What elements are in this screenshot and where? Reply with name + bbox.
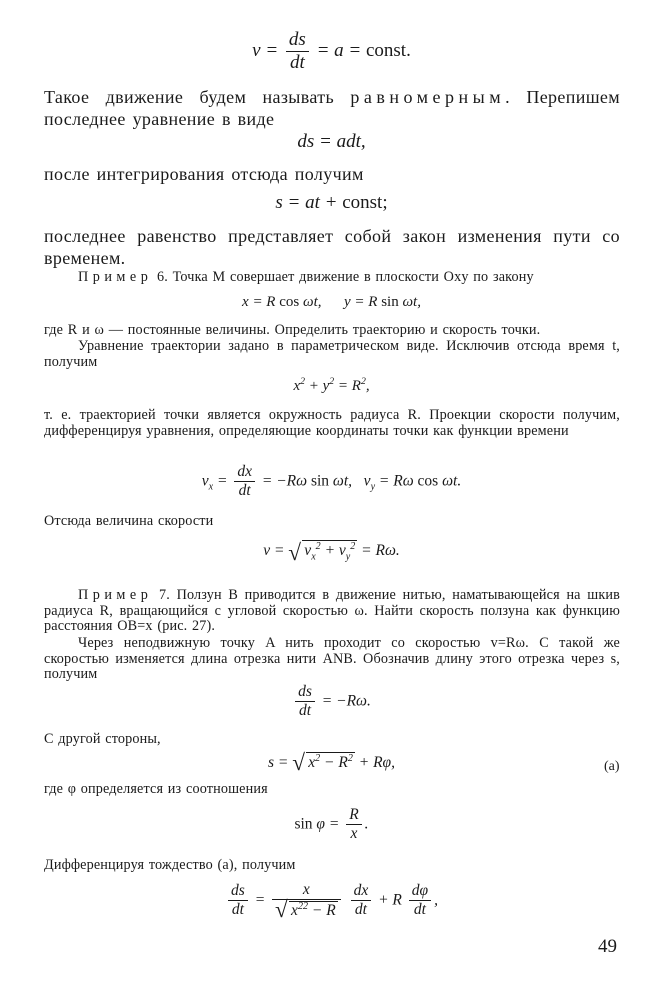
example-6-statement: Пример 6. Точка M совершает движение в плоскости Oxy по закону <box>78 269 534 285</box>
equation-final: $\frac{ds}{dt}$ = x √ $x^{22} - R$ $\frac{dx}{dt}$ + R $\frac{d\varphi}{dt}$ , <box>0 882 663 920</box>
paragraph-constants: где R и ω — постоянные величины. Определить траекторию и скорость точки. <box>44 322 541 338</box>
paragraph-after-integration: после интегрирования отсюда получим <box>44 164 364 184</box>
paragraph-law-of-motion: последнее равенство представляет собой закон изменения пути со временем. <box>44 226 620 268</box>
equation-ds: ds = adt, <box>297 131 366 152</box>
equation-tag-a: (a) <box>604 759 620 774</box>
equation-speed: v = √ $v_x^2 + v_y^2 = R\omega$. <box>263 540 400 566</box>
paragraph-magnitude: Отсюда величина скорости <box>44 513 214 529</box>
paragraph-trajectory: Уравнение траектории задано в параметрическом виде. Исключив отсюда время t, получим <box>44 338 620 370</box>
emphasized-term: равномерным <box>350 87 506 107</box>
page-number: 49 <box>598 936 617 957</box>
equation-projections: $v_x$ = $\frac{dx}{dt}$ = −Rω sin ωt, $v_y = R\omega$ cos ωt. <box>201 463 462 500</box>
equation-velocity: v = $\frac{ds}{dt}$ = a = const. <box>252 29 411 73</box>
paragraph-phi: где φ определяется из соотношения <box>44 781 268 797</box>
equation-parametric: x = R cos ωt, y = R sin ωt, <box>242 294 421 310</box>
paragraph-thread: Через неподвижную точку A нить проходит со скоростью v=Rω. С такой же скоростью изменяется длина отрезка нити ANB. Обозначив длину этого отрезка через s, получим <box>44 635 620 683</box>
paragraph-differentiating: Дифференцируя тождество (а), получим <box>44 857 296 873</box>
equation-s-const: s = at + const; <box>275 192 388 213</box>
equation-s-sqrt: s = √ $x^2 - R^2 + R\varphi$, <box>267 749 396 776</box>
paragraph-other-side: С другой стороны, <box>44 731 161 747</box>
equation-sin-phi: sin φ = $\frac{R}{x}$ . <box>294 806 369 843</box>
paragraph-uniform-motion: Такое движение будем называть равномерным. Перепишем последнее уравнение в виде <box>44 87 620 129</box>
example-7-statement: Пример 7. Ползун B приводится в движение нитью, наматывающейся на шкив радиуса R, вращающийся с угловой скоростью ω. Найти скорость ползуна как функцию расстояния OB=x (рис. 27). <box>44 587 620 635</box>
equation-circle: $x^2 + y^2 = R^2$, <box>293 376 370 394</box>
equation-ds-dt: $\frac{ds}{dt}$ = −Rω. <box>0 684 663 720</box>
paragraph-circle: т. е. траекторией точки является окружность радиуса R. Проекции скорости получим, дифференцируя уравнения, определяющие координаты точки как функции времени <box>44 407 620 439</box>
